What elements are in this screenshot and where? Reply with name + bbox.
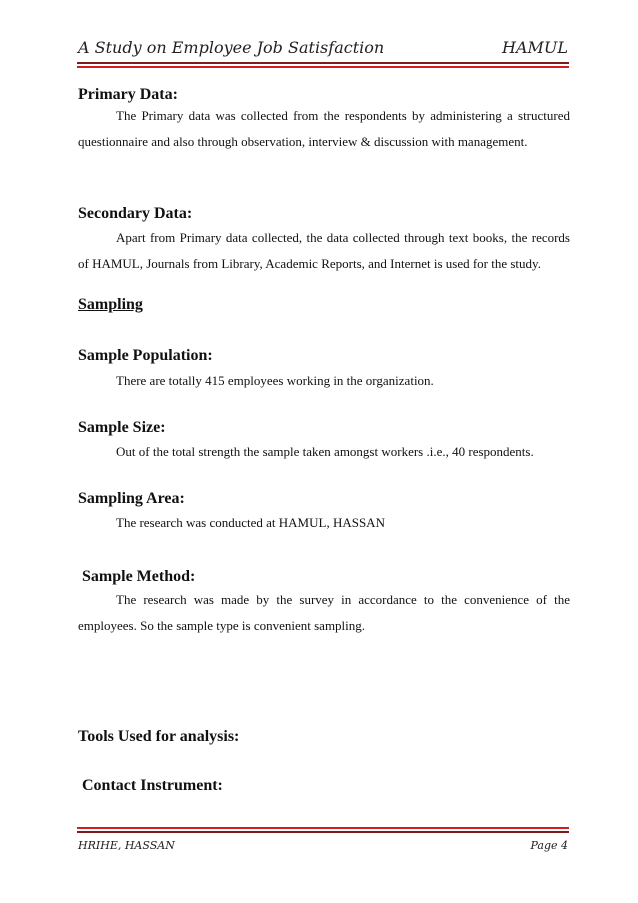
sampling-heading: Sampling: [78, 296, 143, 313]
secondary-data-heading: Secondary Data:: [78, 205, 193, 222]
header-rule-red: [77, 66, 569, 68]
primary-data-text: The Primary data was collected from the respondents by administering a structured questionnaire and also through observation, interview & discussion with management.: [78, 108, 570, 149]
primary-data-heading: Primary Data:: [78, 86, 178, 103]
sample-population-text: There are totally 415 employees working in the organization.: [116, 373, 434, 388]
secondary-data-text: Apart from Primary data collected, the data collected through text books, the records of HAMUL, Journals from Library, Academic Reports, and Internet is used for the study.: [78, 230, 570, 271]
sample-size-heading: Sample Size:: [78, 419, 166, 436]
sampling-area-heading: Sampling Area:: [78, 490, 185, 507]
tools-heading: Tools Used for analysis:: [78, 728, 240, 745]
footer-rule-red: [77, 827, 569, 829]
contact-instrument-heading: Contact Instrument:: [82, 777, 223, 794]
header-title: A Study on Employee Job Satisfaction: [78, 38, 385, 57]
sample-method-text: The research was made by the survey in accordance to the convenience of the employees. So the sample type is convenient sampling.: [78, 592, 570, 633]
footer-institution: HRIHE, HASSAN: [78, 839, 175, 852]
sampling-area-text: The research was conducted at HAMUL, HASSAN: [116, 515, 385, 530]
footer-page-number: Page 4: [530, 839, 568, 852]
sample-population-heading: Sample Population:: [78, 347, 213, 364]
sample-size-text: Out of the total strength the sample taken amongst workers .i.e., 40 respondents.: [116, 444, 534, 459]
sample-method-heading: Sample Method:: [82, 568, 196, 585]
header-rule-dark: [77, 62, 569, 64]
footer-rule-dark: [77, 831, 569, 833]
header-org: HAMUL: [502, 38, 568, 57]
